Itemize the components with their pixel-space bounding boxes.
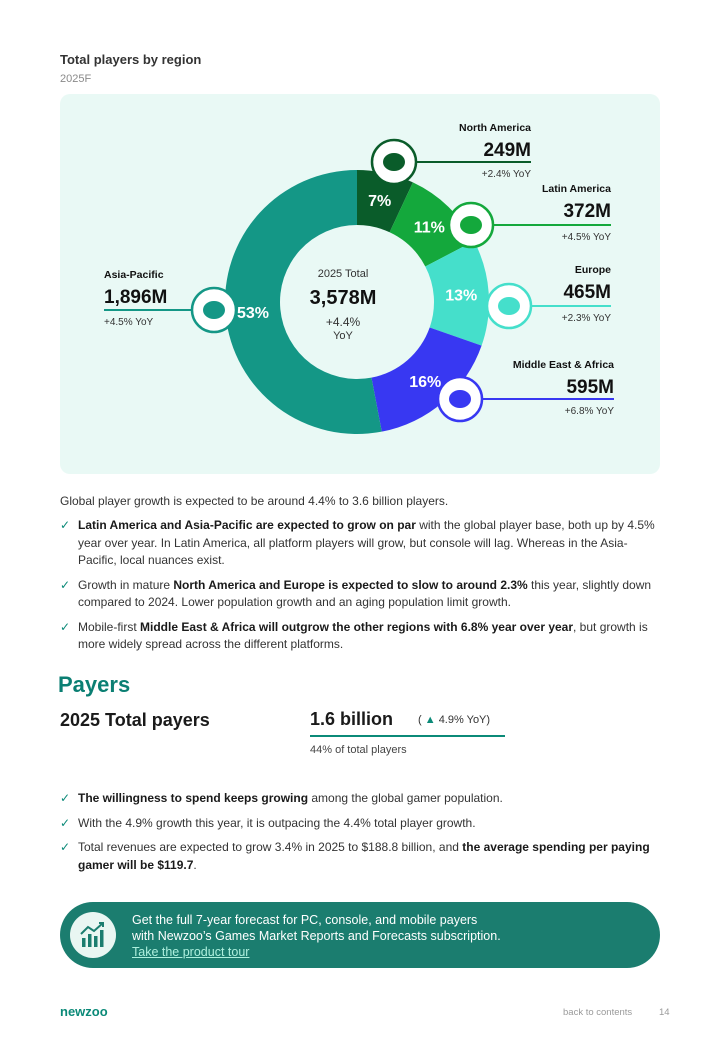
cta-text: Get the full 7-year forecast for PC, console, and mobile payers with Newzoo’s Games Market Reports and Forecasts subscription. Take the product tour xyxy=(132,913,501,959)
payers-divider xyxy=(310,735,505,737)
bullet-na-europe: ✓ Growth in mature North America and Europe is expected to slow to around 2.3% this year, slightly down compared to 2024. Lower population growth and an aging population limit growth. xyxy=(60,577,652,609)
center-growth: +4.4% xyxy=(325,315,361,329)
bullet-willingness: ✓ The willingness to spend keeps growing among the global gamer population. xyxy=(60,790,660,808)
chart-title: Total players by region xyxy=(60,52,202,67)
bullet-revenues: ✓ Total revenues are expected to grow 3.4% in 2025 to $188.8 billion, and the average spending per paying gamer will be $119.7. xyxy=(60,840,650,872)
bullet-outpacing: ✓ With the 4.9% growth this year, it is outpacing the 4.4% total player growth. xyxy=(60,815,660,833)
payers-label: 2025 Total payers xyxy=(60,710,210,730)
newzoo-logo: newzoo xyxy=(60,1004,108,1019)
payers-share: 44% of total players xyxy=(310,744,407,756)
callout-yoy-latin-america: +4.5% YoY xyxy=(561,232,611,243)
payers-heading: Payers xyxy=(58,672,131,697)
callout-name-europe: Europe xyxy=(574,264,611,276)
check-icon: ✓ xyxy=(60,815,71,830)
growth-chart-icon xyxy=(70,912,116,958)
chart-panel xyxy=(60,94,660,474)
check-icon: ✓ xyxy=(60,840,71,854)
product-tour-link[interactable]: Take the product tour xyxy=(132,945,250,959)
region-bullet-list xyxy=(60,517,660,661)
callout-yoy-asia-pacific: +4.5% YoY xyxy=(104,317,154,328)
intro-text: Global player growth is expected to be around 4.4% to 3.6 billion players. xyxy=(60,494,449,508)
bullet-latam-apac: ✓ Latin America and Asia-Pacific are expected to grow on par with the global player base, both up by 4.5% year over year. In Latin America, all platform players will grow, but console will lag. Whereas in the Asia-Pacific, local nuances exist. xyxy=(60,518,655,567)
north-america-map-icon-shape xyxy=(383,153,405,171)
callout-yoy-middle-east-africa: +6.8% YoY xyxy=(564,406,614,417)
back-to-contents-link[interactable]: back to contents xyxy=(563,1007,633,1018)
callout-value-north-america: 249M xyxy=(483,140,531,161)
up-arrow-icon: ▲ xyxy=(424,714,436,726)
asia-pacific-map-icon-shape xyxy=(203,301,225,319)
slice-label-asia-pacific: 53% xyxy=(236,304,269,322)
callout-yoy-europe: +2.3% YoY xyxy=(561,313,611,324)
center-growth-unit: YoY xyxy=(333,330,353,342)
callout-name-middle-east-africa: Middle East & Africa xyxy=(512,359,614,371)
check-icon: ✓ xyxy=(60,619,71,634)
page-number: 14 xyxy=(659,1007,670,1018)
callout-name-north-america: North America xyxy=(459,122,531,134)
donut-chart xyxy=(60,94,660,474)
check-icon: ✓ xyxy=(60,518,71,532)
africa-map-icon-shape xyxy=(449,390,471,408)
payers-growth: ( ▲ 4.9% YoY) xyxy=(418,714,491,726)
slice-label-europe: 13% xyxy=(445,287,478,305)
callout-name-latin-america: Latin America xyxy=(541,183,611,195)
bullet-mea: ✓ Mobile-first Middle East & Africa will outgrow the other regions with 6.8% year over year, but growth is more widely spread across the different platforms. xyxy=(60,619,648,651)
callout-value-middle-east-africa: 595M xyxy=(566,377,614,398)
callout-name-asia-pacific: Asia-Pacific xyxy=(104,269,164,281)
europe-map-icon-shape xyxy=(498,297,520,315)
check-icon: ✓ xyxy=(60,577,71,592)
payers-value: 1.6 billion xyxy=(310,709,394,729)
callout-value-asia-pacific: 1,896M xyxy=(104,287,168,308)
callout-value-latin-america: 372M xyxy=(563,201,611,222)
center-label: 2025 Total xyxy=(317,268,369,280)
center-total: 3,578M xyxy=(309,287,377,309)
check-icon: ✓ xyxy=(60,791,71,805)
forecast-cta-banner xyxy=(60,902,660,968)
callout-value-europe: 465M xyxy=(563,282,611,303)
latin-america-map-icon-shape xyxy=(460,216,482,234)
slice-label-middle-east-africa: 16% xyxy=(409,374,442,392)
slice-label-latin-america: 11% xyxy=(413,219,445,237)
callout-yoy-north-america: +2.4% YoY xyxy=(481,169,531,180)
slice-label-north-america: 7% xyxy=(368,192,392,210)
payers-bullet-list xyxy=(60,790,660,881)
chart-subtitle: 2025F xyxy=(60,73,92,85)
